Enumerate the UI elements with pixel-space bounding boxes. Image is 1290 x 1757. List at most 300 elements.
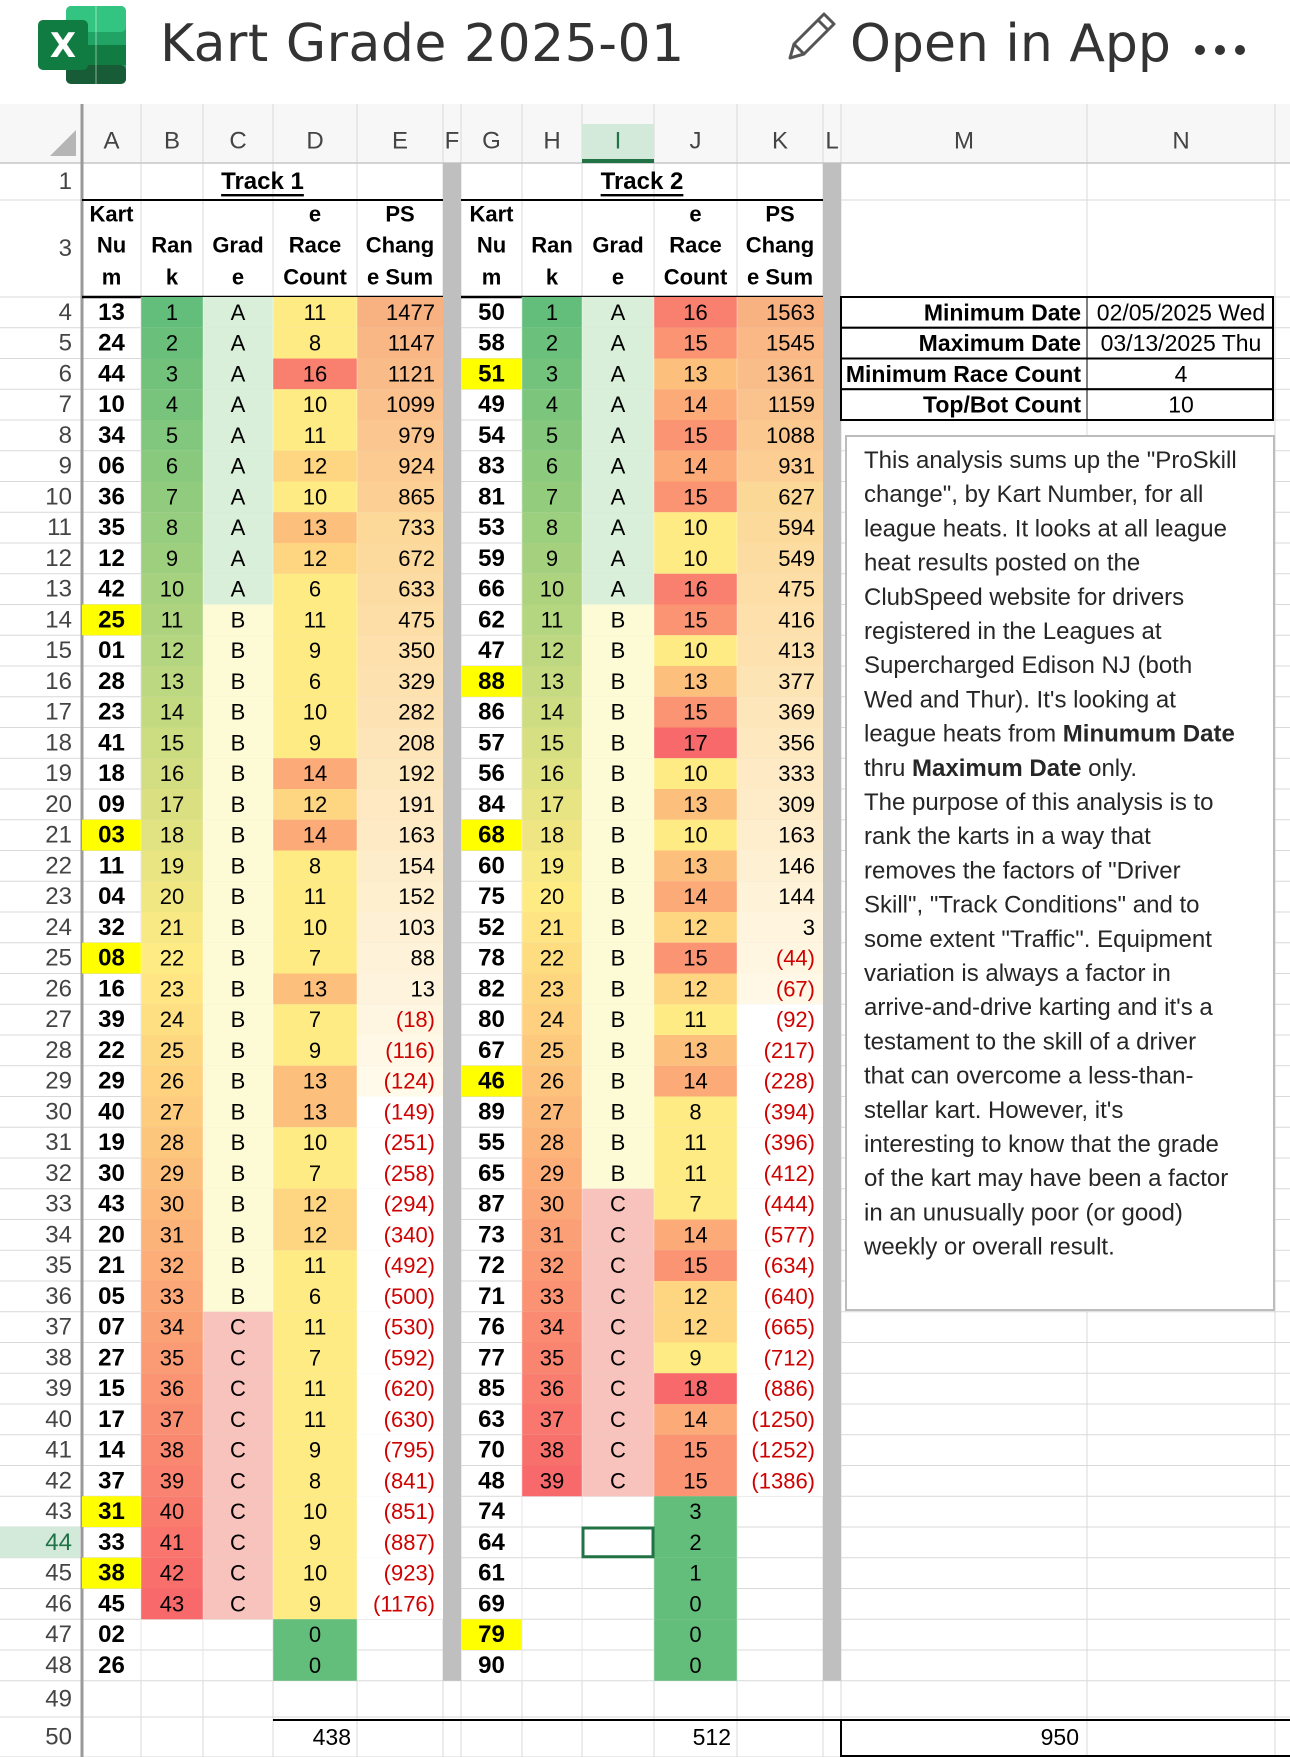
- race-count-value: 14: [683, 884, 708, 910]
- track2-header-grade: Grad: [592, 232, 644, 258]
- grand-total-value: 950: [1040, 1724, 1079, 1750]
- column-header-M[interactable]: M: [954, 127, 974, 155]
- grade-value: A: [230, 453, 246, 479]
- race-count-value: 15: [683, 1253, 708, 1279]
- ps-change-sum-value: (500): [383, 1283, 435, 1309]
- race-count-value: 11: [303, 299, 327, 325]
- table-row: [478, 389, 823, 420]
- race-count-value: 12: [302, 545, 328, 571]
- rank-value: 39: [159, 1468, 185, 1494]
- rank-value: 10: [159, 576, 185, 602]
- kart-number: 64: [478, 1528, 505, 1556]
- row-header-6[interactable]: 6: [58, 360, 72, 388]
- note-text: Wed and Thur). It's looking at: [864, 685, 1176, 713]
- kart-number: 72: [478, 1252, 505, 1280]
- kart-number: 80: [478, 1006, 505, 1034]
- rank-value: 16: [159, 761, 185, 787]
- note-line: [864, 652, 1192, 679]
- kart-number: 37: [98, 1467, 125, 1495]
- row-header-24[interactable]: 24: [45, 913, 72, 941]
- table-row: [98, 758, 443, 789]
- row-header-1[interactable]: 1: [58, 168, 72, 195]
- note-line: [863, 1233, 1115, 1260]
- race-count-value: 14: [302, 761, 328, 787]
- row-header-42[interactable]: 42: [45, 1467, 72, 1495]
- row-header-21[interactable]: 21: [45, 821, 72, 849]
- ps-change-sum-value: 1545: [766, 330, 815, 356]
- row-header-41[interactable]: 41: [45, 1436, 72, 1464]
- kart-number: 51: [478, 360, 505, 388]
- track2-header-kart: Kart: [469, 201, 514, 227]
- ps-change-sum-value: 282: [398, 699, 435, 725]
- row-header-33[interactable]: 33: [45, 1190, 72, 1218]
- column-header-N[interactable]: N: [1172, 127, 1190, 155]
- rank-value: 13: [159, 668, 185, 694]
- rank-value: 34: [159, 1314, 185, 1340]
- ps-change-sum-value: (294): [383, 1191, 435, 1217]
- table-row: [82, 1496, 443, 1527]
- kart-number: 88: [478, 667, 505, 695]
- kart-number: 84: [478, 790, 505, 818]
- table-row: [98, 974, 443, 1005]
- row-header-30[interactable]: 30: [45, 1098, 72, 1126]
- race-count-value: 11: [303, 884, 327, 910]
- table-row: [98, 1619, 357, 1650]
- rank-value: 25: [159, 1037, 185, 1063]
- race-count-value: 6: [308, 668, 322, 694]
- race-count-value: 10: [302, 914, 328, 940]
- rank-value: 28: [159, 1130, 185, 1156]
- kart-number: 18: [98, 760, 125, 788]
- row-header-15[interactable]: 15: [45, 637, 72, 665]
- kart-number: 23: [98, 698, 125, 726]
- row-header-46[interactable]: 46: [45, 1590, 72, 1618]
- row-header-44[interactable]: 44: [45, 1528, 72, 1556]
- table-row: [98, 881, 443, 912]
- row-header-9[interactable]: 9: [58, 452, 72, 480]
- table-row: [98, 1097, 443, 1128]
- ps-change-sum-value: 369: [778, 699, 815, 725]
- row-header-11[interactable]: 11: [47, 514, 72, 542]
- race-count-value: 13: [683, 791, 708, 817]
- rank-value: 9: [165, 545, 179, 571]
- race-count-value: 7: [689, 1191, 702, 1217]
- kart-number: 40: [98, 1098, 125, 1126]
- track1-header-race: Count: [283, 264, 347, 290]
- kart-number: 81: [478, 483, 505, 511]
- ps-change-sum-value: (620): [383, 1376, 435, 1402]
- grade-value: B: [610, 1068, 626, 1094]
- row-header-16[interactable]: 16: [45, 667, 72, 695]
- race-count-value: 8: [689, 1099, 702, 1125]
- rank-value: 7: [545, 484, 559, 510]
- row-header-35[interactable]: 35: [45, 1252, 72, 1280]
- row-header-18[interactable]: 18: [45, 729, 72, 757]
- rank-value: 14: [159, 699, 185, 725]
- row-header-31[interactable]: 31: [45, 1129, 72, 1157]
- row-header-34[interactable]: 34: [45, 1221, 72, 1249]
- grade-value: B: [230, 1037, 246, 1063]
- kart-number: 59: [478, 544, 505, 572]
- kart-number: 74: [478, 1498, 505, 1526]
- note-text: Maximum Date: [912, 754, 1082, 782]
- rank-value: 29: [159, 1160, 185, 1186]
- track1-header-race: Race: [288, 232, 342, 258]
- track2-table: [461, 168, 823, 1750]
- grade-value: A: [230, 299, 246, 325]
- kart-number: 27: [98, 1344, 125, 1372]
- table-row: [98, 297, 443, 328]
- ps-change-sum-value: (592): [383, 1345, 435, 1371]
- selected-cell[interactable]: [583, 1528, 653, 1557]
- note-text: stellar kart. However, it's: [864, 1096, 1124, 1124]
- rank-value: 31: [539, 1222, 565, 1248]
- ps-change-sum-value: (577): [763, 1222, 815, 1248]
- grade-value: A: [610, 545, 626, 571]
- row-header-25[interactable]: 25: [45, 944, 72, 972]
- grade-value: B: [230, 638, 246, 664]
- row-header-47[interactable]: 47: [45, 1621, 72, 1649]
- ps-change-sum-value: 192: [398, 761, 435, 787]
- row-header-22[interactable]: 22: [45, 852, 72, 880]
- grade-value: B: [230, 1283, 246, 1309]
- note-line: [864, 686, 1176, 713]
- ps-change-sum-value: (1176): [373, 1591, 435, 1617]
- kart-number: 71: [478, 1282, 505, 1310]
- rank-value: 4: [165, 392, 179, 418]
- column-header-F[interactable]: F: [444, 127, 460, 155]
- race-count-value: 10: [302, 1130, 328, 1156]
- note-text: weekly or overall result.: [864, 1233, 1115, 1261]
- track1-header-rank: k: [165, 264, 179, 290]
- column-header-B[interactable]: B: [163, 127, 181, 155]
- race-count-value: 9: [308, 1591, 322, 1617]
- note-line: [864, 994, 1213, 1021]
- table-row: [478, 1312, 823, 1343]
- table-row: [98, 1281, 443, 1312]
- kart-number: 54: [478, 421, 505, 449]
- track1-title: Track 1: [221, 168, 304, 195]
- grade-value: B: [230, 761, 246, 787]
- row-header-10[interactable]: 10: [45, 483, 72, 511]
- track1-header-grade: e: [231, 264, 245, 290]
- note-text: thru: [864, 754, 913, 782]
- rank-value: 38: [539, 1437, 565, 1463]
- kart-number: 07: [98, 1313, 125, 1341]
- table-row: [98, 420, 443, 451]
- ps-change-sum-value: 191: [398, 791, 435, 817]
- grade-value: B: [230, 1222, 246, 1248]
- rank-value: 18: [159, 822, 185, 848]
- grade-value: C: [230, 1560, 246, 1586]
- row-header-37[interactable]: 37: [45, 1313, 72, 1341]
- row-header-7[interactable]: 7: [58, 391, 72, 419]
- ps-change-sum-value: (492): [383, 1253, 435, 1279]
- grade-value: B: [230, 1099, 246, 1125]
- kart-number: 43: [98, 1190, 125, 1218]
- rank-value: 38: [159, 1437, 185, 1463]
- race-count-value: 16: [683, 299, 708, 325]
- race-count-value: 12: [302, 453, 328, 479]
- parameter-label: Maximum Date: [918, 330, 1081, 357]
- kart-number: 60: [478, 852, 505, 880]
- table-row: [98, 912, 443, 943]
- race-count-value: 10: [683, 545, 708, 571]
- kart-number: 47: [478, 637, 505, 665]
- column-header-C[interactable]: C: [229, 127, 247, 155]
- row-header-17[interactable]: 17: [45, 698, 72, 726]
- row-header-29[interactable]: 29: [45, 1067, 72, 1095]
- parameter-label: Minimum Race Count: [845, 360, 1081, 387]
- race-count-value: 10: [683, 822, 708, 848]
- ps-change-sum-value: (394): [763, 1099, 815, 1125]
- rank-value: 11: [160, 607, 184, 633]
- row-header-28[interactable]: 28: [45, 1036, 72, 1064]
- race-count-value: 14: [302, 822, 328, 848]
- rank-value: 37: [539, 1406, 565, 1432]
- ps-change-sum-value: 3: [802, 914, 815, 940]
- table-row: [82, 820, 443, 851]
- race-count-value: 11: [303, 422, 327, 448]
- race-count-value: 1: [689, 1560, 702, 1586]
- kart-number: 25: [98, 606, 125, 634]
- race-count-value: 12: [302, 1191, 328, 1217]
- table-row: [478, 912, 823, 943]
- note-text: some extent "Traffic". Equipment: [864, 925, 1212, 953]
- row-header-23[interactable]: 23: [45, 883, 72, 911]
- row-header-45[interactable]: 45: [45, 1559, 72, 1587]
- race-count-value: 14: [683, 453, 708, 479]
- row-header-36[interactable]: 36: [45, 1282, 72, 1310]
- table-row: [98, 1189, 443, 1220]
- table-row: [478, 974, 823, 1005]
- race-count-value: 0: [689, 1622, 702, 1648]
- table-row: [98, 1527, 443, 1558]
- row-header-48[interactable]: 48: [45, 1651, 72, 1679]
- table-row: [478, 635, 823, 666]
- rank-value: 18: [539, 822, 565, 848]
- grade-value: C: [230, 1437, 246, 1463]
- row-header-14[interactable]: 14: [45, 606, 72, 634]
- row-header-26[interactable]: 26: [45, 975, 72, 1003]
- grade-value: A: [610, 484, 626, 510]
- grade-value: B: [610, 1037, 626, 1063]
- track2-title: Track 2: [600, 168, 684, 195]
- table-row: [478, 512, 823, 543]
- grade-value: B: [230, 730, 246, 756]
- table-row: [98, 1035, 443, 1066]
- row-header-49[interactable]: 49: [45, 1685, 72, 1713]
- kart-number: 87: [478, 1190, 505, 1218]
- kart-number: 41: [98, 729, 125, 757]
- row-header-19[interactable]: 19: [45, 760, 72, 788]
- ps-change-sum-value: 924: [398, 453, 435, 479]
- row-header-38[interactable]: 38: [45, 1344, 72, 1372]
- kart-number: 30: [98, 1159, 125, 1187]
- rank-value: 10: [539, 576, 565, 602]
- ps-change-sum-value: 163: [778, 822, 815, 848]
- note-text: ClubSpeed website for drivers: [864, 583, 1185, 611]
- track2-header-ps: PS: [765, 201, 795, 227]
- race-count-value: 8: [308, 1468, 322, 1494]
- column-header-E[interactable]: E: [391, 127, 409, 155]
- row-header-27[interactable]: 27: [45, 1006, 72, 1034]
- grade-value: C: [230, 1499, 246, 1525]
- rank-value: 32: [159, 1253, 185, 1279]
- ps-change-sum-value: 144: [778, 884, 815, 910]
- race-count-value: 10: [683, 515, 708, 541]
- rank-value: 43: [159, 1591, 185, 1617]
- note-line: [864, 515, 1227, 542]
- kart-number: 38: [98, 1559, 125, 1587]
- table-row: [98, 1312, 443, 1343]
- row-header-50[interactable]: 50: [45, 1723, 72, 1751]
- kart-number: 12: [98, 544, 125, 572]
- table-row: [478, 1527, 737, 1558]
- column-header-A[interactable]: A: [103, 127, 120, 155]
- grade-value: B: [230, 1068, 246, 1094]
- column-header-L[interactable]: L: [825, 127, 839, 155]
- rank-value: 22: [159, 945, 185, 971]
- kart-number: 66: [478, 575, 505, 603]
- kart-number: 26: [98, 1651, 125, 1679]
- row-header-3[interactable]: 3: [58, 235, 72, 262]
- row-header-20[interactable]: 20: [45, 790, 72, 818]
- grade-value: C: [610, 1345, 626, 1371]
- row-header-40[interactable]: 40: [45, 1405, 72, 1433]
- race-count-value: 10: [302, 484, 328, 510]
- note-text: league heats from: [864, 720, 1063, 748]
- column-header-G[interactable]: G: [482, 127, 501, 155]
- rank-value: 19: [159, 853, 185, 879]
- race-count-value: 14: [683, 392, 708, 418]
- column-header-H[interactable]: H: [543, 127, 561, 155]
- race-count-value: 15: [683, 699, 708, 725]
- row-header-12[interactable]: 12: [45, 544, 72, 572]
- row-header-13[interactable]: 13: [45, 575, 72, 603]
- race-count-value: 18: [683, 1376, 708, 1402]
- race-count-value: 11: [303, 1314, 327, 1340]
- race-count-value: 3: [689, 1499, 702, 1525]
- race-count-value: 8: [308, 330, 322, 356]
- column-header-D[interactable]: D: [306, 127, 324, 155]
- rank-value: 26: [539, 1068, 565, 1094]
- ps-change-sum-value: (634): [763, 1253, 815, 1279]
- analysis-note: [846, 436, 1274, 1310]
- rank-value: 12: [159, 638, 185, 664]
- track1-table: [82, 168, 443, 1750]
- track1-race-count-total: 438: [312, 1724, 351, 1750]
- rank-value: 35: [539, 1345, 565, 1371]
- ps-change-sum-value: 1563: [766, 299, 815, 325]
- track1-header-kart: Kart: [89, 201, 134, 227]
- note-line: [864, 618, 1162, 645]
- row-header-39[interactable]: 39: [45, 1375, 72, 1403]
- kart-number: 45: [98, 1590, 125, 1618]
- kart-number: 08: [98, 944, 125, 972]
- ps-change-sum-value: 633: [398, 576, 435, 602]
- rank-value: 26: [159, 1068, 185, 1094]
- grade-value: B: [610, 638, 626, 664]
- table-row: [478, 1496, 737, 1527]
- race-count-value: 7: [308, 1345, 322, 1371]
- rank-value: 9: [545, 545, 559, 571]
- row-header-43[interactable]: 43: [45, 1498, 72, 1526]
- table-row: [98, 728, 443, 759]
- column-header-J[interactable]: J: [689, 127, 702, 155]
- grade-value: C: [610, 1376, 626, 1402]
- kart-number: 19: [98, 1129, 125, 1157]
- open-in-app-button[interactable]: Open in App: [850, 14, 1171, 74]
- track2-header-race: Count: [663, 264, 728, 290]
- grade-value: B: [610, 668, 626, 694]
- race-count-value: 17: [683, 730, 708, 756]
- rank-value: 22: [539, 945, 565, 971]
- kart-number: 20: [98, 1221, 125, 1249]
- table-row: [478, 482, 823, 513]
- rank-value: 6: [545, 453, 559, 479]
- row-header-8[interactable]: 8: [58, 421, 72, 449]
- table-row: [478, 1435, 823, 1466]
- note-text: This analysis sums up the "ProSkill: [864, 446, 1237, 474]
- column-separator-L: [823, 163, 841, 1681]
- column-header-I[interactable]: I: [614, 127, 622, 155]
- race-count-value: 15: [683, 422, 708, 448]
- kart-number: 67: [478, 1036, 505, 1064]
- rank-value: 4: [545, 392, 559, 418]
- race-count-value: 9: [308, 1529, 322, 1555]
- table-row: [99, 851, 443, 882]
- ps-change-sum-value: 154: [398, 853, 435, 879]
- grade-value: B: [610, 853, 626, 879]
- grade-value: A: [230, 484, 246, 510]
- row-header-32[interactable]: 32: [45, 1159, 72, 1187]
- race-count-value: 13: [683, 361, 708, 387]
- table-row: [478, 328, 823, 359]
- column-header-K[interactable]: K: [771, 127, 789, 155]
- kart-number: 44: [98, 360, 125, 388]
- row-header-5[interactable]: 5: [58, 329, 72, 357]
- grade-value: C: [230, 1529, 246, 1555]
- table-row: [98, 359, 443, 390]
- race-count-value: 14: [683, 1068, 708, 1094]
- ps-change-sum-value: 1159: [767, 392, 815, 418]
- grade-value: B: [610, 1099, 626, 1125]
- race-count-value: 6: [308, 576, 322, 602]
- kart-number: 10: [98, 391, 125, 419]
- track1-header-ps: Chang: [365, 232, 435, 258]
- table-row: [478, 1158, 823, 1189]
- rank-value: 8: [165, 515, 179, 541]
- kart-number: 75: [478, 883, 505, 911]
- grade-value: B: [610, 976, 626, 1002]
- ps-change-sum-value: 979: [398, 422, 435, 448]
- ps-change-sum-value: 329: [398, 668, 435, 694]
- ps-change-sum-value: 1147: [387, 330, 435, 356]
- rank-value: 3: [545, 361, 559, 387]
- rank-value: 24: [539, 1007, 565, 1033]
- race-count-value: 16: [302, 361, 328, 387]
- row-header-4[interactable]: 4: [58, 298, 72, 326]
- track2-header-grade: e: [611, 264, 625, 290]
- table-row: [478, 758, 823, 789]
- kart-number: 02: [98, 1621, 125, 1649]
- race-count-value: 11: [303, 1406, 327, 1432]
- ps-change-sum-value: (340): [383, 1222, 435, 1248]
- grade-value: A: [230, 545, 246, 571]
- rank-value: 25: [539, 1037, 565, 1063]
- table-row: [98, 451, 443, 482]
